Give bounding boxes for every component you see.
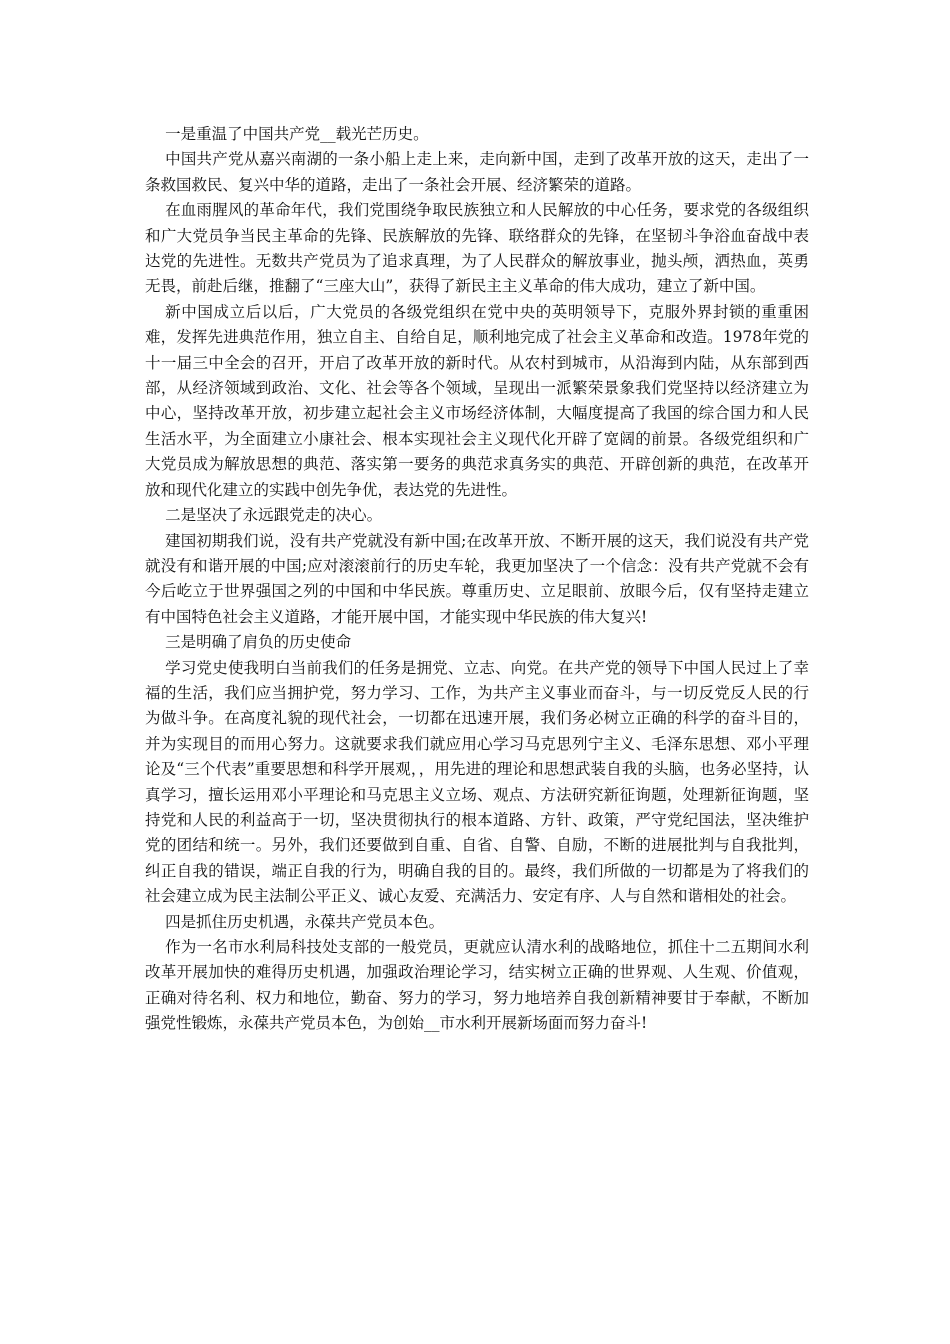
section-heading-4: 四是抓住历史机遇，永葆共产党员本色。: [165, 912, 445, 931]
paragraph: 学习党史使我明白当前我们的任务是拥党、立志、向党。在共产党的领导下中国人民过上了幸福的生活，我们应当拥护党，努力学习、工作，为共产主义事业而奋斗，与一切反党反人民的行为做斗争。在高度礼貌的现代社会，一切都在迅速开展，我们务必树立正确的科学的奋斗目的，并为实现目的而用心努力。这就要求我们就应用心学习马克思列宁主义、毛泽东思想、邓小平理论及“三个代表”重要思想和科学开展观，，用先进的理论和思想武装自我的头脑，也务必坚持，认真学习，擅长运用邓小平理论和马克思主义立场、观点、方法研究新征询题，处理新征询题，坚持党和人民的利益高于一切，坚决贯彻执行的根本道路、方针、政策，严守党纪国法，坚决维护党的团结和统一。另外，我们还要做到自重、自省、自警、自励，不断的进展批判与自我批判，纠正自我的错误，端正自我的行为，明确自我的目的。最终，我们所做的一切都是为了将我们的社会建立成为民主法制公平正义、诚心友爱、充满活力、安定有序、人与自然和谐相处的社会。: [145, 658, 809, 906]
paragraph: 作为一名市水利局科技处支部的一般党员，更就应认清水利的战略地位，抓住十二五期间水利改革开展加快的难得历史机遇，加强政治理论学习，结实树立正确的世界观、人生观、价值观，正确对待名利、权力和地位，勤奋、努力的学习，努力地培养自我创新精神要甘于奉献，不断加强党性锻炼，永葆共产党员本色，为创始__市水利开展新场面而努力奋斗!: [145, 938, 809, 1033]
section-heading-3: 三是明确了肩负的历史使命: [165, 633, 352, 652]
paragraph: 在血雨腥风的革命年代，我们党围绕争取民族独立和人民解放的中心任务，要求党的各级组织和广大党员争当民主革命的先锋、民族解放的先锋、联络群众的先锋，在坚韧斗争浴血奋战中表达党的先进性。无数共产党员为了追求真理，为了人民群众的解放事业，抛头颅，洒热血，英勇无畏，前赴后继，推翻了“三座大山”，获得了新民主主义革命的伟大成功，建立了新中国。: [145, 201, 809, 296]
document-body: [145, 122, 809, 1037]
paragraph: 中国共产党从嘉兴南湖的一条小船上走上来，走向新中国，走到了改革开放的这天，走出了一条救国救民、复兴中华的道路，走出了一条社会开展、经济繁荣的道路。: [145, 150, 809, 194]
section-heading-2: 二是坚决了永远跟党走的决心。: [165, 506, 383, 525]
paragraph: 新中国成立后以后，广大党员的各级党组织在党中央的英明领导下，克服外界封锁的重重困难，发挥先进典范作用，独立自主、自给自足，顺利地完成了社会主义革命和改造。1978年党的十一届三中全会的召开，开启了改革开放的新时代。从农村到城市，从沿海到内陆，从东部到西部，从经济领域到政治、文化、社会等各个领域，呈现出一派繁荣景象我们党坚持以经济建立为中心，坚持改革开放，初步建立起社会主义市场经济体制，大幅度提高了我国的综合国力和人民生活水平，为全面建立小康社会、根本实现社会主义现代化开辟了宽阔的前景。各级党组织和广大党员成为解放思想的典范、落实第一要务的典范求真务实的典范、开辟创新的典范，在改革开放和现代化建立的实践中创先争优，表达党的先进性。: [145, 302, 809, 499]
paragraph: 建国初期我们说，没有共产党就没有新中国;在改革开放、不断开展的这天，我们说没有共产党就没有和谐开展的中国;应对滚滚前行的历史车轮，我更加坚决了一个信念：没有共产党就不会有今后屹立于世界强国之列的中国和中华民族。尊重历史、立足眼前、放眼今后，仅有坚持走建立有中国特色社会主义道路，才能开展中国，才能实现中华民族的伟大复兴!: [145, 531, 809, 626]
section-heading-1: 一是重温了中国共产党__载光芒历史。: [165, 125, 429, 143]
